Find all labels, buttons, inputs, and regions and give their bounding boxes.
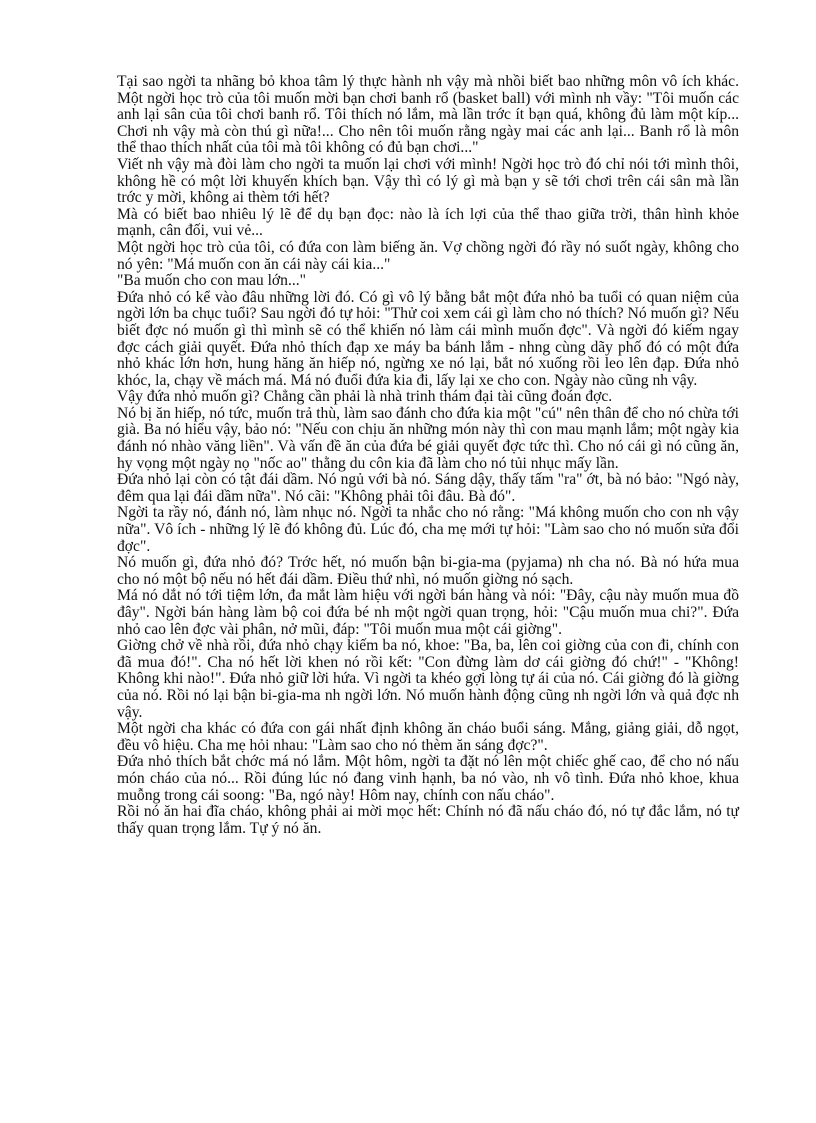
paragraph-9: Đứa nhỏ lại còn có tật đái dầm. Nó ngủ với bà nó. Sáng dậy, thấy tấm "ra" ớt, bà nó bảo: "Ngó này, đêm qua lại đái dầm nữa". Nó cãi: "Không phải tôi đâu. Bà đó". bbox=[117, 471, 739, 505]
paragraph-3: Mà có biết bao nhiêu lý lẽ để dụ bạn đọc: nào là ích lợi của thể thao giữa trời, thân hình khỏe mạnh, cân đối, vui vẻ... bbox=[117, 205, 739, 240]
paragraph-7: Vậy đứa nhỏ muốn gì? Chẳng cần phải là nhà trinh thám đại tài cũng đoán đợc. bbox=[117, 388, 613, 406]
paragraph-6: Đứa nhỏ có kể vào đâu những lời đó. Có gì vô lý bằng bắt một đứa nhỏ ba tuổi có quan niệm của ngời lớn ba chục tuổi? Sau ngời đó tự hỏi: "Thử coi xem cái gì làm cho nó thích? Nó muốn gì? Nếu biết đợc nó muốn gì thì mình sẽ có thể khiến nó làm cái mình muốn đợc". Và ngời đó kiếm ngay đợc cách giải quyết. Đứa nhỏ thích đạp xe máy ba bánh lắm - nhng cùng dãy phố đó có một đứa nhỏ khác lớn hơn, hung hăng ăn hiếp nó, ngừng xe nó lại, bắt nó xuống rồi leo lên đạp. Đứa nhỏ khóc, la, chạy về mách má. Má nó đuổi đứa kia đi, lấy lại xe cho con. Ngày nào cũng nh vậy. bbox=[117, 288, 739, 389]
paragraph-1: Tại sao ngời ta nhãng bỏ khoa tâm lý thực hành nh vậy mà nhồi biết bao những môn vô ích khác. Một ngời học trò của tôi muốn mời bạn chơi banh rổ (basket ball) với mình nh vầy: "Tôi muốn các anh lại sân của tôi chơi banh rổ. Tôi thích nó lắm, mà lần trớc ít bạn quá, không đủ làm một kíp... Chơi nh vậy mà còn thú gì nữa!... Cho nên tôi muốn rằng ngày mai các anh lại... Banh rổ là môn thể thao thích nhất của tôi mà tôi không có đủ bạn chơi..." bbox=[117, 73, 739, 157]
paragraph-8: Nó bị ăn hiếp, nó tức, muốn trả thù, làm sao đánh cho đứa kia một "cú" nên thân để cho nó chừa tới già. Ba nó hiểu vậy, bảo nó: "Nếu con chịu ăn những món này thì con mau mạnh lắm; một ngày kia đánh nó nhào văng liền". Và vấn đề ăn của đứa bé giải quyết đợc tức thì. Cho nó cái gì nó cũng ăn, hy vọng một ngày nọ "nốc ao" thằng du côn kia đã làm cho nó tủi nhục mấy lần. bbox=[117, 404, 739, 472]
paragraph-10: Ngời ta rầy nó, đánh nó, làm nhục nó. Ngời ta nhắc cho nó rằng: "Má không muốn cho con nh vậy nữa". Vô ích - những lý lẽ đó không đủ. Lúc đó, cha mẹ mới tự hỏi: "Làm sao cho nó muốn sửa đổi đợc". bbox=[117, 504, 739, 555]
document-body bbox=[117, 74, 739, 837]
paragraph-13: Giờng chở về nhà rồi, đứa nhỏ chạy kiếm ba nó, khoe: "Ba, ba, lên coi giờng của con đi, chính con đã mua đó!". Cha nó hết lời khen nó rồi kết: "Con đừng làm dơ cái giờng đó chứ!" - "Không! Không khi nào!". Đứa nhỏ giữ lời hứa. Vì ngời ta khéo gợi lòng tự ái của nó. Cái giờng đó là giờng của nó. Rồi nó lại bận bi-gia-ma nh ngời lớn. Nó muốn hành động cũng nh ngời lớn và quả đợc nh vậy. bbox=[117, 637, 739, 721]
paragraph-2: Viết nh vậy mà đòi làm cho ngời ta muốn lại chơi với mình! Ngời học trò đó chỉ nói tới mình thôi, không hề có một lời khuyến khích bạn. Vậy thì có lý gì mà bạn y sẽ tới chơi trên cái sân mà lần trớc y mời, không ai thèm tới hết? bbox=[117, 155, 739, 207]
paragraph-14: Một ngời cha khác có đứa con gái nhất định không ăn cháo buổi sáng. Mắng, giảng giải, dỗ ngọt, đều vô hiệu. Cha mẹ hỏi nhau: "Làm sao cho nó thèm ăn sáng đợc?". bbox=[117, 720, 739, 754]
paragraph-12: Má nó dắt nó tới tiệm lớn, đa mắt làm hiệu với ngời bán hàng và nói: "Đây, cậu này muốn mua đồ đây". Ngời bán hàng làm bộ coi đứa bé nh một ngời quan trọng, hỏi: "Cậu muốn mua chi?". Đứa nhỏ cao lên đợc vài phân, nở mũi, đáp: "Tôi muốn mua một cái giờng". bbox=[117, 587, 739, 638]
paragraph-15: Đứa nhỏ thích bắt chớc má nó lắm. Một hôm, ngời ta đặt nó lên một chiếc ghế cao, để cho nó nấu món cháo của nó... Rồi đúng lúc nó đang vinh hạnh, ba nó vào, nh vô tình. Đứa nhỏ khoe, khua muỗng trong cái soong: "Ba, ngó này! Hôm nay, chính con nấu cháo". bbox=[117, 753, 739, 804]
paragraph-4: Một ngời học trò của tôi, có đứa con làm biếng ăn. Vợ chồng ngời đó rầy nó suốt ngày, không cho nó yên: "Má muốn con ăn cái này cái kia..." bbox=[117, 238, 739, 273]
paragraph-5: "Ba muốn cho con mau lớn..." bbox=[117, 272, 307, 290]
paragraph-11: Nó muốn gì, đứa nhỏ đó? Trớc hết, nó muốn bận bi-gia-ma (pyjama) nh cha nó. Bà nó hứa mua cho nó một bộ nếu nó hết đái dầm. Điều thứ nhì, nó muốn giờng nó sạch. bbox=[117, 554, 739, 588]
paragraph-16: Rồi nó ăn hai đĩa cháo, không phải ai mời mọc hết: Chính nó đã nấu cháo đó, nó tự đắc lắm, nó tự thấy quan trọng lắm. Tự ý nó ăn. bbox=[117, 803, 739, 837]
